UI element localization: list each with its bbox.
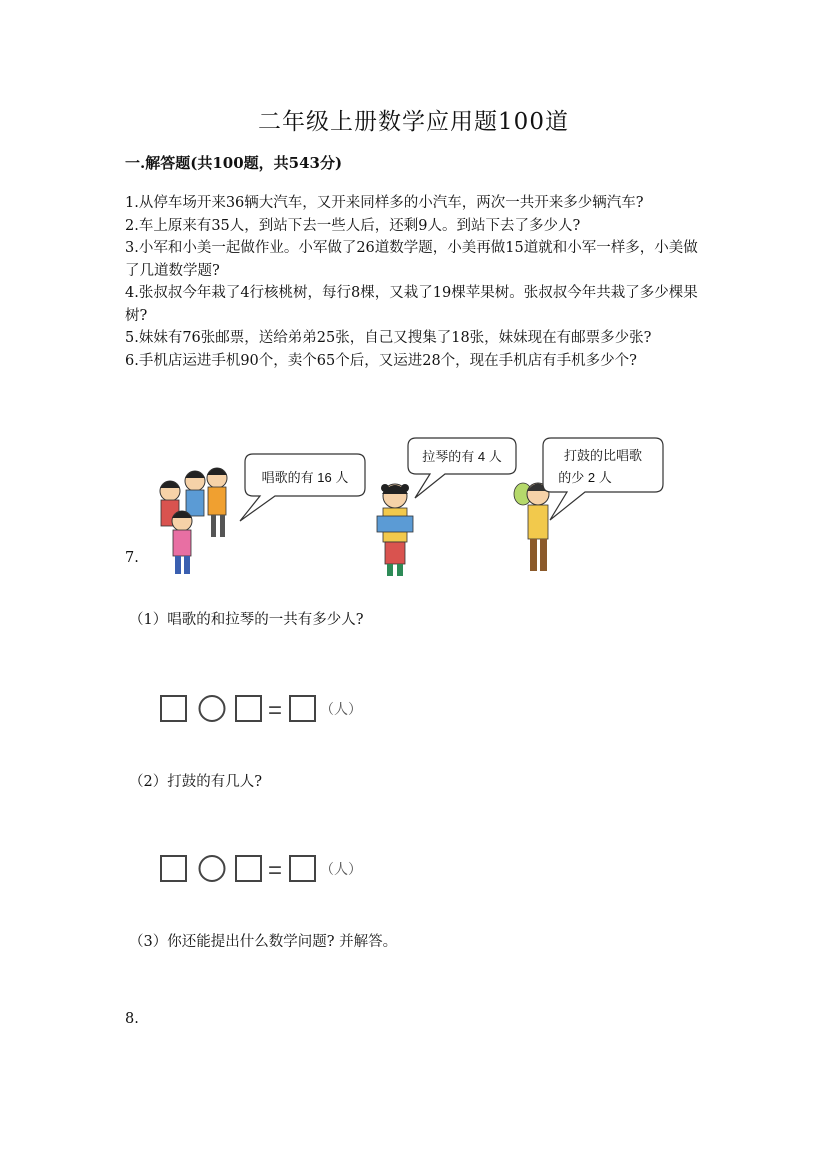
blank-box bbox=[236, 856, 261, 881]
question-8-number: 8. bbox=[125, 1011, 139, 1027]
unit-label: （人） bbox=[320, 703, 362, 718]
answer-box bbox=[290, 696, 315, 721]
singing-bubble-text: 唱歌的有 16 人 bbox=[261, 470, 349, 485]
blank-box bbox=[161, 856, 186, 881]
equals-sign: = bbox=[267, 697, 283, 724]
drum-bubble-text-line2: 的少 2 人 bbox=[558, 470, 612, 485]
page-title: 二年级上册数学应用题100道 bbox=[258, 109, 569, 135]
equals-sign: = bbox=[267, 857, 283, 884]
drummer-boy-figure bbox=[514, 483, 549, 571]
question-7-part-1: （1）唱歌的和拉琴的一共有多少人? bbox=[129, 612, 364, 628]
question-3: 3.小军和小美一起做作业。小军做了26道数学题，小美再做15道就和小军一样多，小美做了几道数学题? bbox=[125, 240, 698, 279]
question-7-number: 7. bbox=[125, 550, 139, 566]
question-list bbox=[125, 192, 705, 372]
question-5: 5.妹妹有76张邮票，送给弟弟25张，自己又搜集了18张，妹妹现在有邮票多少张? bbox=[125, 330, 652, 346]
equation-template-2 bbox=[160, 852, 380, 888]
question-6: 6.手机店运进手机90个，卖个65个后，又运进28个，现在手机店有手机多少个? bbox=[125, 352, 637, 369]
operator-circle bbox=[200, 696, 225, 721]
violin-bubble-text: 拉琴的有 4 人 bbox=[422, 449, 502, 464]
singing-children-figure bbox=[160, 468, 227, 574]
answer-box bbox=[290, 856, 315, 881]
blank-box bbox=[161, 696, 186, 721]
question-7-part-2: （2）打鼓的有几人? bbox=[129, 774, 262, 790]
operator-circle bbox=[200, 856, 225, 881]
violin-speech-bubble bbox=[408, 438, 516, 498]
question-2: 2.车上原来有35人，到站下去一些人后，还剩9人。到站下去了多少人? bbox=[125, 217, 581, 234]
drum-speech-bubble bbox=[543, 438, 663, 520]
drum-bubble-text-line1: 打鼓的比唱歌 bbox=[563, 448, 643, 463]
blank-box bbox=[236, 696, 261, 721]
question-4: 4.张叔叔今年栽了4行核桃树，每行8棵，又栽了19棵苹果树。张叔叔今年共栽了多少棵果树? bbox=[125, 285, 698, 324]
question-1: 1.从停车场开来36辆大汽车，又开来同样多的小汽车，两次一共开来多少辆汽车? bbox=[125, 195, 644, 211]
question-7-illustration bbox=[145, 436, 685, 582]
unit-label: （人） bbox=[320, 863, 362, 878]
section-heading: 一.解答题(共100题，共543分) bbox=[125, 154, 343, 172]
question-7-part-3: （3）你还能提出什么数学问题? 并解答。 bbox=[129, 934, 398, 950]
singing-speech-bubble bbox=[240, 454, 365, 521]
violin-girl-figure bbox=[377, 484, 413, 576]
equation-template-1 bbox=[160, 692, 380, 728]
